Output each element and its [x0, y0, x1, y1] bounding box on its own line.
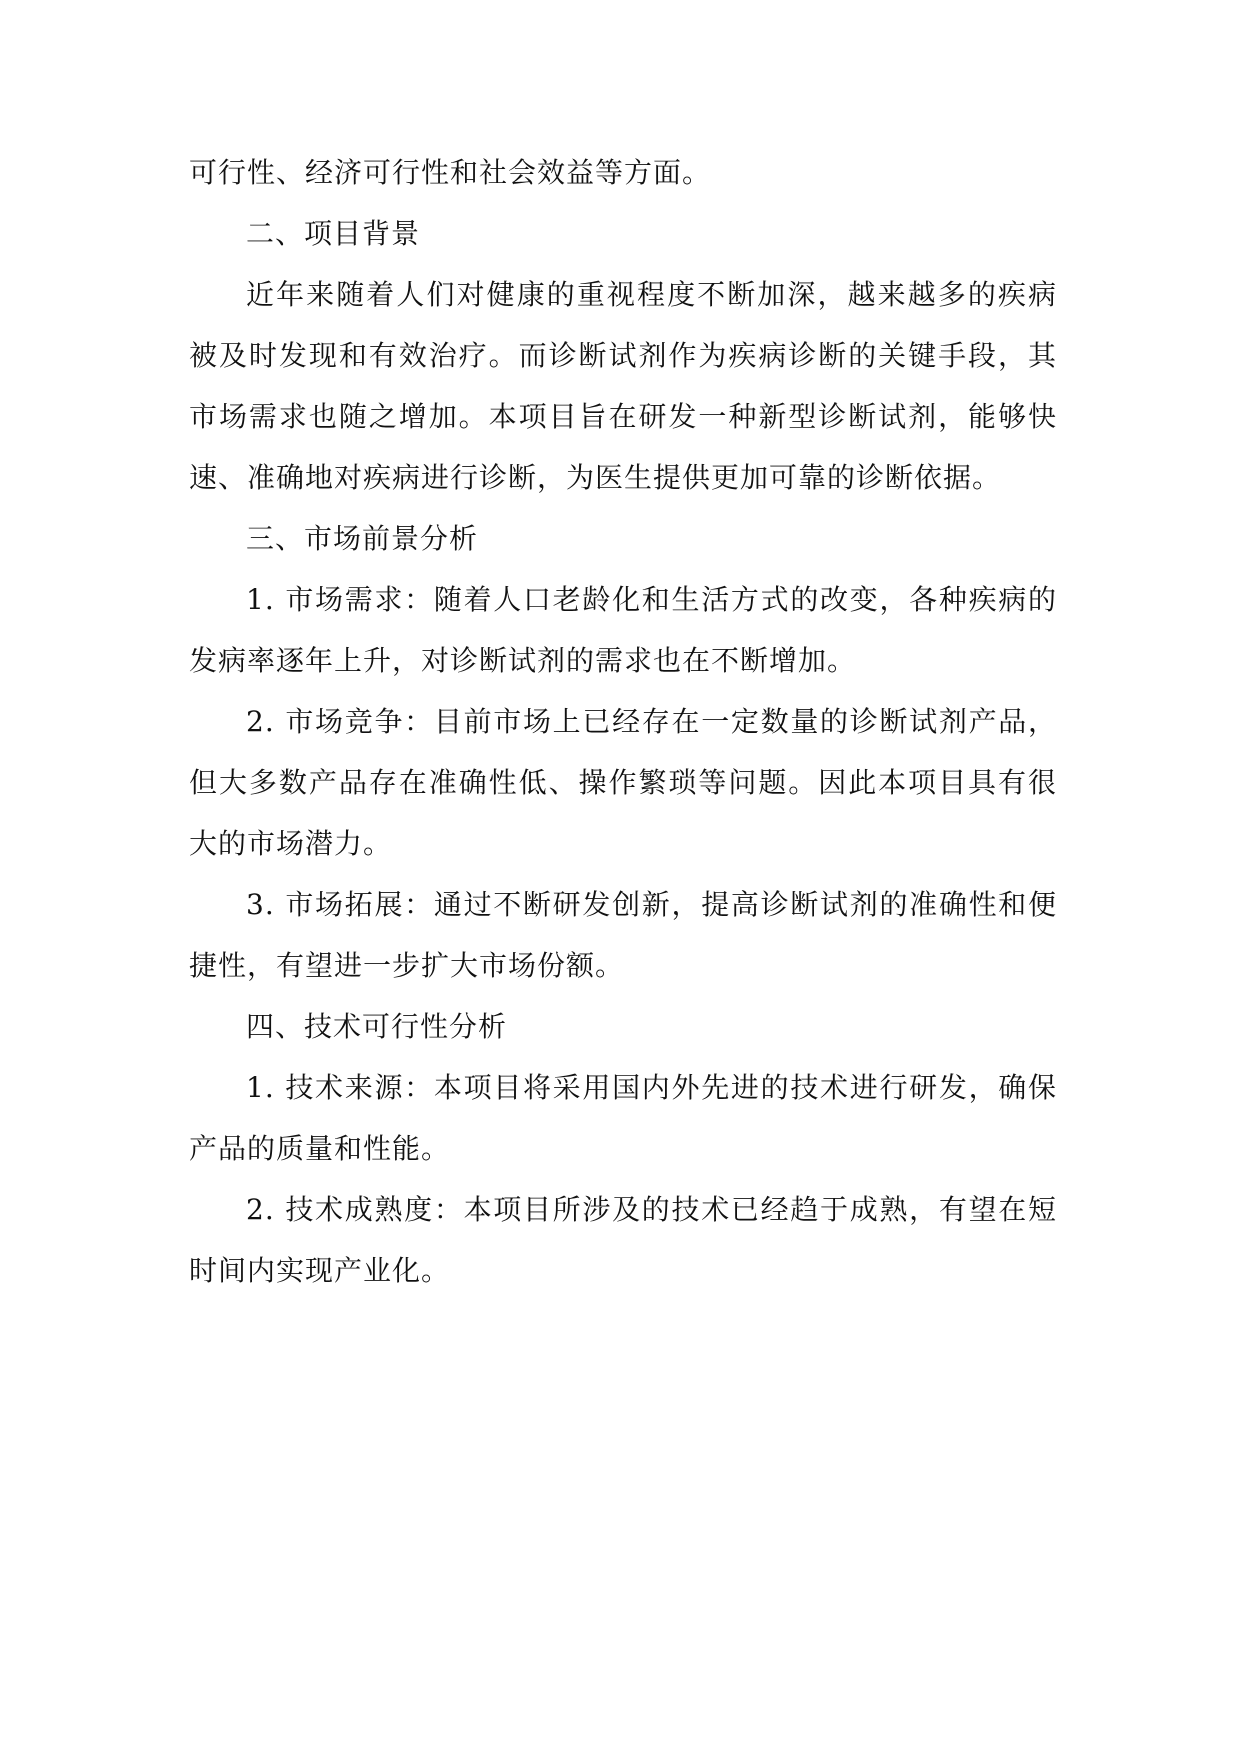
section-heading-background: 二、项目背景: [246, 217, 421, 250]
section-heading-market: 三、市场前景分析: [246, 522, 479, 555]
paragraph-market-competition: 2. 市场竞争：目前市场上已经存在一定数量的诊断试剂产品，但大多数产品存在准确性低、操作繁琐等问题。因此本项目具有很大的市场潜力。: [189, 705, 1057, 860]
paragraph-tech-source: 1. 技术来源：本项目将采用国内外先进的技术进行研发，确保产品的质量和性能。: [189, 1071, 1057, 1165]
paragraph-tech-maturity: 2. 技术成熟度：本项目所涉及的技术已经趋于成熟，有望在短时间内实现产业化。: [189, 1193, 1057, 1287]
paragraph-market-demand: 1. 市场需求：随着人口老龄化和生活方式的改变，各种疾病的发病率逐年上升，对诊断试剂的需求也在不断增加。: [189, 583, 1057, 677]
paragraph-market-expansion: 3. 市场拓展：通过不断研发创新，提高诊断试剂的准确性和便捷性，有望进一步扩大市场份额。: [189, 888, 1057, 982]
paragraph-continuation: 可行性、经济可行性和社会效益等方面。: [189, 156, 712, 189]
section-heading-technical: 四、技术可行性分析: [246, 1010, 508, 1043]
document-body: [189, 142, 1057, 1301]
paragraph-background: 近年来随着人们对健康的重视程度不断加深，越来越多的疾病被及时发现和有效治疗。而诊断试剂作为疾病诊断的关键手段，其市场需求也随之增加。本项目旨在研发一种新型诊断试剂，能够快速、准确地对疾病进行诊断，为医生提供更加可靠的诊断依据。: [189, 278, 1057, 494]
